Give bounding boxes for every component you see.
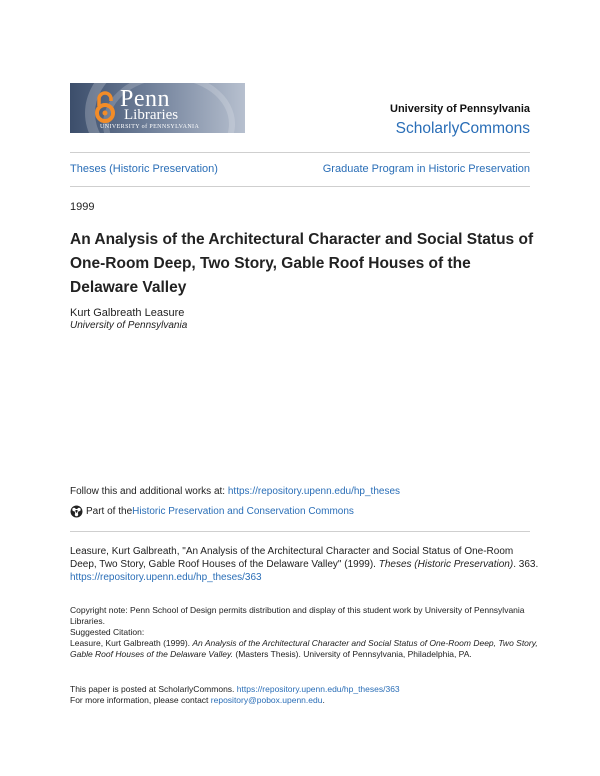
suggested-citation-label: Suggested Citation: xyxy=(70,627,145,637)
commons-link[interactable]: Historic Preservation and Conservation Commons xyxy=(132,506,354,517)
recommended-citation xyxy=(70,545,540,584)
author-name: Kurt Galbreath Leasure xyxy=(70,307,185,319)
citation-number: . 363. xyxy=(513,559,539,570)
follow-line xyxy=(70,486,400,497)
divider-bottom xyxy=(70,186,530,187)
contact-label: For more information, please contact xyxy=(70,695,211,705)
follow-label: Follow this and additional works at: xyxy=(70,486,228,497)
suggested-citation-title: An Analysis of the Architectural Character and Social Status of One-Room Deep, Two Story, Gable Roof Houses of the Delaware Valley. xyxy=(70,638,538,659)
posted-label: This paper is posted at ScholarlyCommons. xyxy=(70,684,237,694)
open-access-icon xyxy=(94,89,116,125)
logo-tagline: UNIVERSITY of PENNSYLVANIA xyxy=(100,124,200,130)
author-affiliation: University of Pennsylvania xyxy=(70,320,188,331)
institution-name: University of Pennsylvania xyxy=(390,103,530,115)
contact-end: . xyxy=(322,695,325,705)
program-link[interactable]: Graduate Program in Historic Preservation xyxy=(322,163,530,175)
copyright-note xyxy=(70,605,540,660)
publication-year: 1999 xyxy=(70,201,95,213)
suggested-citation-prefix: Leasure, Kurt Galbreath (1999). xyxy=(70,638,193,648)
penn-libraries-logo[interactable] xyxy=(70,83,245,133)
follow-link[interactable]: https://repository.upenn.edu/hp_theses xyxy=(227,486,401,497)
divider-citation xyxy=(70,531,530,532)
citation-series: Theses (Historic Preservation) xyxy=(378,559,514,570)
scholarlycommons-link[interactable]: ScholarlyCommons xyxy=(395,120,530,137)
copyright-text: Copyright note: Penn School of Design permits distribution and display of this student work by University of Pennsylvania Libraries. xyxy=(70,605,525,626)
citation-text: Leasure, Kurt Galbreath, "An Analysis of the Architectural Character and Social Status of One-Room Deep, Two Story, Gable Roof Houses of the Delaware Valley" (1999). xyxy=(70,546,514,570)
network-icon xyxy=(70,505,83,518)
logo-wordmark-libraries: Libraries xyxy=(124,107,179,123)
series-link[interactable]: Theses (Historic Preservation) xyxy=(70,163,218,175)
document-title: An Analysis of the Architectural Character and Social Status of One-Room Deep, Two Story, Gable Roof Houses of the Delaware Valley xyxy=(70,231,534,296)
part-of-line xyxy=(70,505,354,518)
posted-link[interactable]: https://repository.upenn.edu/hp_theses/363 xyxy=(236,684,400,694)
part-of-label: Part of the xyxy=(86,506,133,517)
posted-note xyxy=(70,684,540,706)
suggested-citation-suffix: (Masters Thesis). University of Pennsylvania, Philadelphia, PA. xyxy=(233,649,472,659)
divider-top xyxy=(70,152,530,153)
citation-link[interactable]: https://repository.upenn.edu/hp_theses/363 xyxy=(70,572,262,583)
logo-wordmark-penn: Penn xyxy=(120,86,170,112)
contact-email-link[interactable]: repository@pobox.upenn.edu xyxy=(210,695,323,705)
